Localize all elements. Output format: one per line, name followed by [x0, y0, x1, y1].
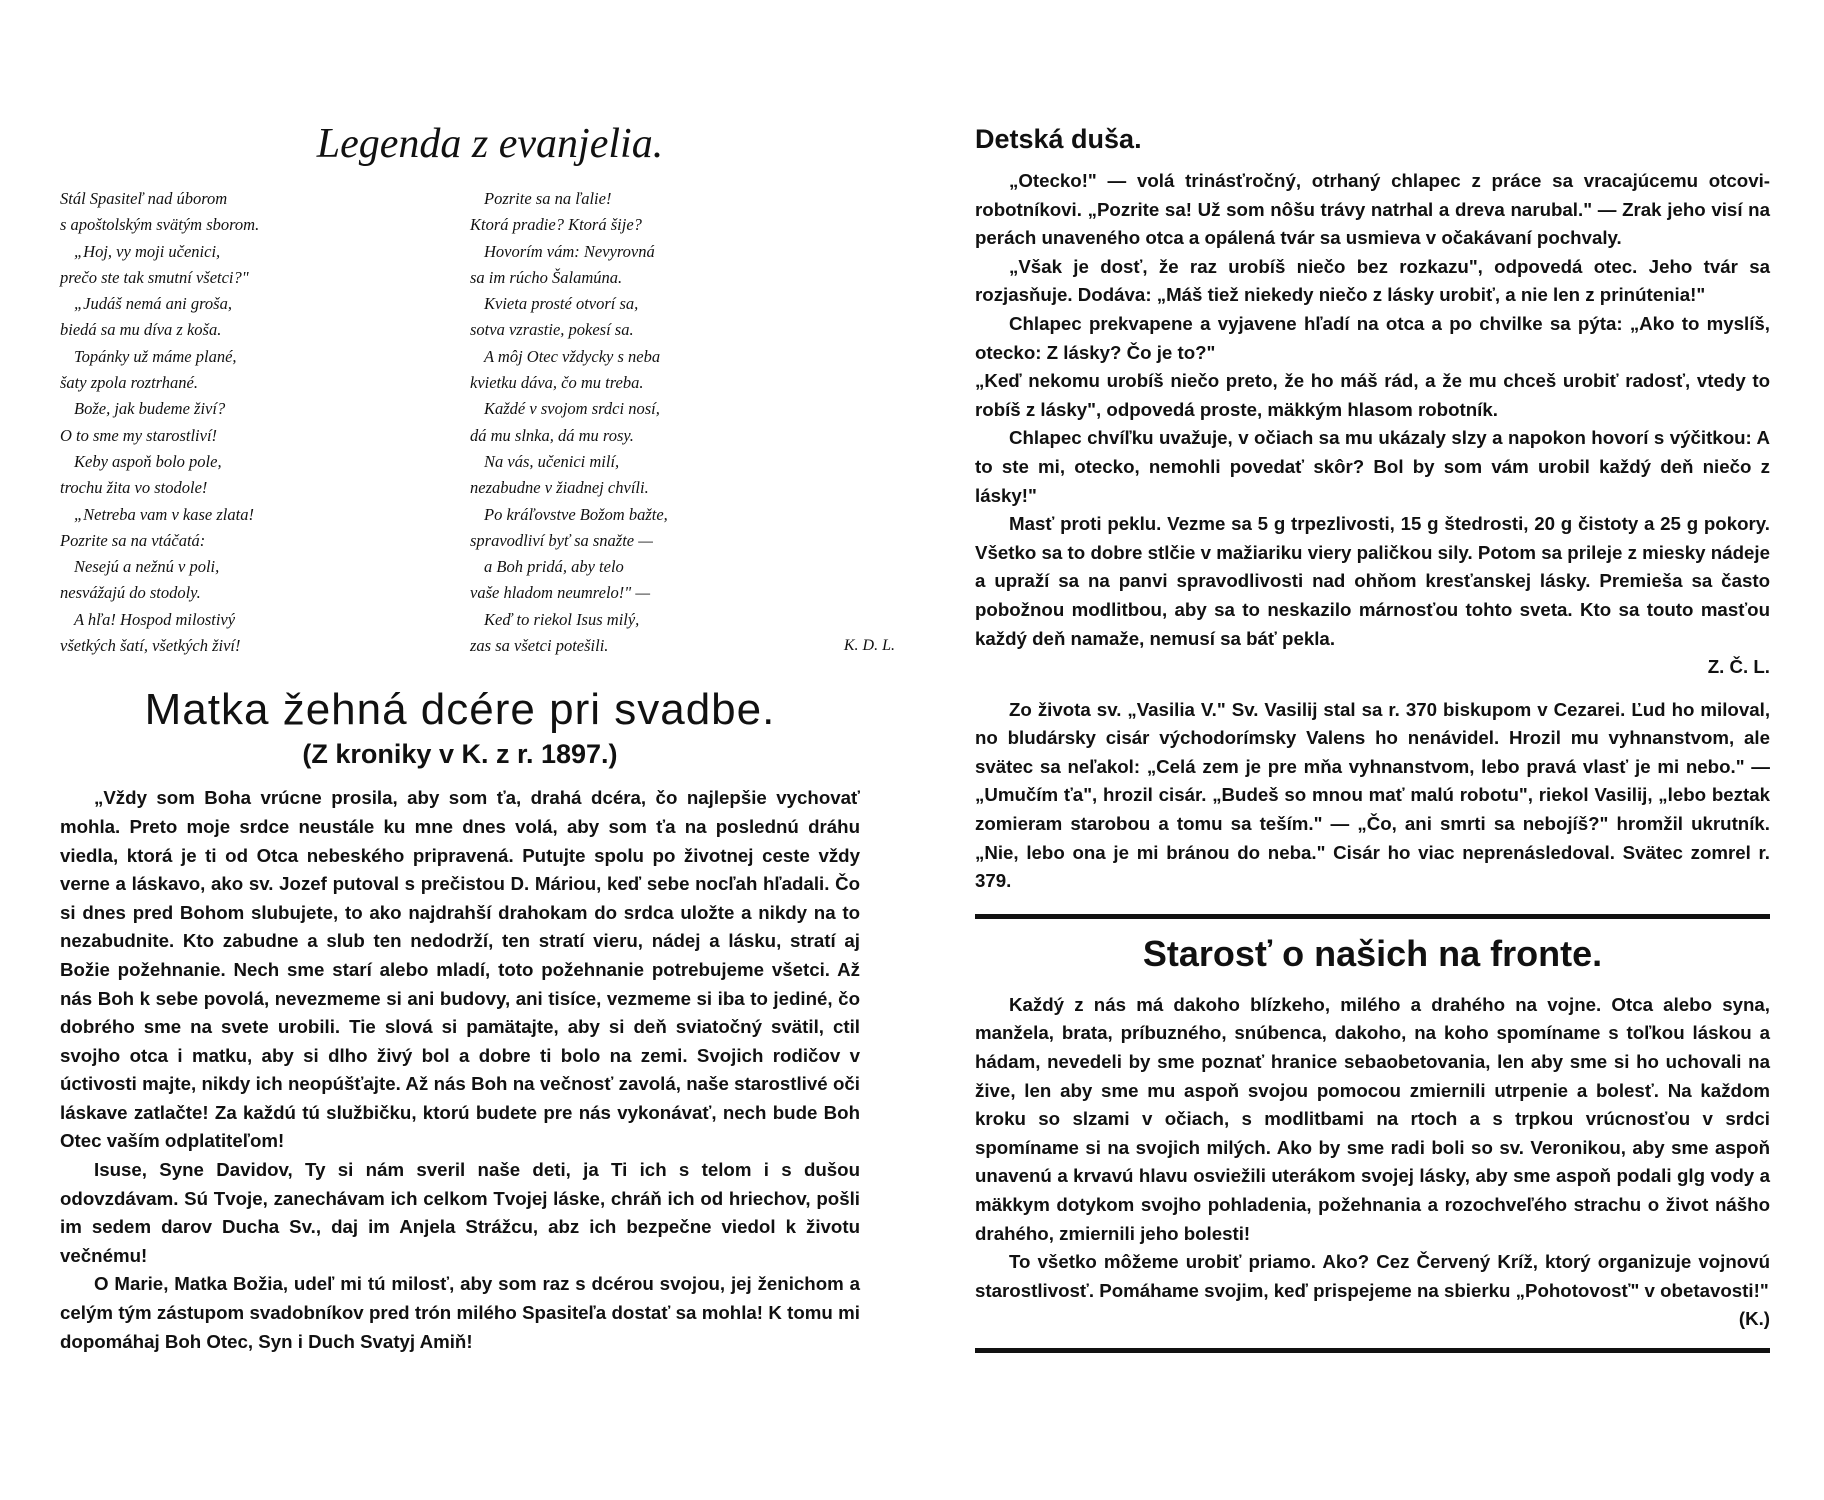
poem-line: Pozrite sa na ľalie! [484, 189, 612, 208]
poem-line: dá mu slnka, dá mu rosy. [470, 425, 634, 445]
poem-line: Keď to riekol Isus milý, [484, 609, 640, 629]
bottom-rule [975, 1348, 1770, 1353]
poem-line: „Hoj, vy moji učenici, [74, 241, 221, 261]
poem-line: Keby aspoň bolo pole, [74, 451, 222, 471]
legenda-poem [60, 186, 895, 659]
poem-line: Topánky už máme plané, [74, 346, 237, 366]
poem-line: spravodliví byť sa snažte — [470, 530, 653, 550]
poem-line: „Judáš nemá ani groša, [74, 294, 232, 314]
left-column [60, 110, 895, 1356]
poem-line: šaty zpola roztrhané. [60, 373, 198, 393]
poem-line: a Boh pridá, aby telo [484, 557, 624, 577]
poem-line: Kvieta prosté otvorí sa, [484, 294, 639, 314]
detska-body [975, 167, 1770, 896]
poem-line: A môj Otec vždycky s neba [484, 346, 661, 366]
vasilij-paragraph [975, 696, 1770, 896]
poem-line: Na vás, učenici milí, [484, 451, 620, 471]
paragraph: Chlapec chvíľku uvažuje, v očiach sa mu ukázaly slzy a napokon hovorí s výčitkou: A to ste mi, otecko, nemohli povedať skôr? Bol by som vám urobil každý deň niečo z lásky!" [975, 427, 1770, 506]
poem-line: Nesejú a nežnú v poli, [74, 557, 220, 577]
legenda-title: Legenda z evanjelia. [316, 121, 664, 167]
vasilij-title: Zo života sv. „Vasilia V." [1009, 698, 1226, 720]
poem-line: kvietku dáva, čo mu treba. [470, 373, 644, 393]
starost-signature-row [975, 1305, 1770, 1334]
mast-text: Vezme sa 5 g trpezlivosti, 15 g štedrosti, 20 g čistoty a 25 g pokory. Všetko sa to dobre stlčie v mažiariku viery paličkou sily. Potom sa prileje z miesky nádeje a upraží sa na panvi spravodlivosti nad ohňom kresťanskej lásky. Premieša sa často pobožnou modlitbou, aby sa to neskazilo márnosťou tohto sveta. Kto sa touto masťou každý deň namaže, nemusí sa báť pekla. [975, 513, 1770, 649]
matka-body [60, 784, 860, 1356]
poem-line: nezabudne v žiadnej chvíli. [470, 478, 649, 498]
mast-paragraph [975, 510, 1770, 653]
poem-line: Ktorá pradie? Ktorá šije? [470, 215, 642, 235]
poem-line: zas sa všetci potešili. [470, 636, 609, 656]
starost-body [975, 991, 1770, 1334]
poem-right-column [470, 186, 895, 659]
poem-line: biedá sa mu díva z koša. [60, 320, 222, 340]
right-column [975, 110, 1770, 1353]
paragraph: To všetko môžeme urobiť priamo. Ako? Cez Červený Kríž, ktorý organizuje vojnovú starostlivosť. Pomáhame svojim, keď prispejeme na sbierku „Pohotovosť" v obetavosti!" [975, 1251, 1770, 1301]
paragraph: „Otecko!" — volá trinásťročný, otrhaný chlapec z práce sa vracajúcemu otcovi-robotníkovi. „Pozrite sa! Už som nôšu trávy natrhal a dreva narubal." — Zrak jeho visí na perách unaveného otca a opálená tvár sa usmieva v očakávaní pochvaly. [975, 170, 1770, 249]
matka-title: Matka žehná dcére pri svadbe. [144, 685, 776, 735]
poem-line: Stál Spasiteľ nad úborom [60, 189, 228, 208]
paragraph: „Však je dosť, že raz urobíš niečo bez rozkazu", odpovedá otec. Jeho tvár sa rozjasňuje. Dodáva: „Máš tiež niekedy niečo z lásky urobiť, a nie len z prinútenia!" [975, 255, 1770, 306]
poem-line: „Netreba vam v kase zlata! [74, 504, 254, 524]
poem-line: sa im rúcho Šalamúna. [470, 267, 623, 287]
starost-title: Starosť o našich na fronte. [1142, 932, 1603, 974]
poem-line: Každé v svojom srdci nosí, [484, 399, 660, 419]
mast-title: Masť proti peklu. [1009, 513, 1162, 535]
starost-signature: (K.) [1738, 1308, 1770, 1330]
poem-line: A hľa! Hospod milostivý [74, 609, 236, 629]
paragraph: Každý z nás má dakoho blízkeho, milého a drahého na vojne. Otca alebo syna, manžela, brata, príbuzného, snúbenca, dakoho, na koho spomíname s toľkou láskou a hádam, nevedeli by sme poznať hranice sebaobetovania, len aby sme si ho uchovali na žive, len aby sme mu aspoň svojou pomocou zmiernili utrpenie a bolesť. Na každom kroku so slzami v očiach, s modlitbami na rtoch a s trpkou vrúcnosťou v srdci spomíname si na svojich milých. Ako by sme radi boli so sv. Veronikou, aby sme aspoň unavenú a krvavú hlavu osviežili uterákom svojej lásky, aby sme aspoň podali glg vody a mäkkym dotykom svojho pohladenia, požehnania a rozochveľého strachu o život nášho drahého, zmiernili jeho bolesti! [975, 993, 1770, 1244]
poem-line: vaše hladom neumrelo!" — [470, 583, 650, 603]
poem-line: sotva vzrastie, pokesí sa. [470, 320, 634, 340]
poem-line: nesvážajú do stodoly. [60, 583, 201, 603]
paragraph: O Marie, Matka Božia, udeľ mi tú milosť, aby som raz s dcérou svojou, jej ženichom a celým tým zástupom svadobníkov pred trón milého Spasiteľa dostať sa mohla! K tomu mi dopomáhaj Boh Otec, Syn i Duch Svatyj Amiň! [60, 1273, 860, 1352]
mast-signature: Z. Č. L. [1707, 656, 1770, 678]
poem-line: Bože, jak budeme živí? [74, 399, 226, 419]
paragraph: „Keď nekomu urobíš niečo preto, že ho máš rád, a že mu chceš urobiť radosť, vtedy to robíš z lásky", odpovedá proste, mäkkým hlasom robotník. [975, 370, 1770, 420]
poem-line: O to sme my starostliví! [60, 425, 218, 445]
poem-line: Pozrite sa na vtáčatá: [60, 530, 206, 550]
poem-line: trochu žita vo stodole! [60, 478, 208, 498]
poem-line: Po kráľovstve Božom bažte, [484, 504, 668, 524]
paragraph: Chlapec prekvapene a vyjavene hľadí na otca a po chvilke sa pýta: „Ako to myslíš, otecko: Z lásky? Čo je to?" [975, 312, 1770, 363]
vasilij-text: Sv. Vasilij stal sa r. 370 biskupom v Cezarei. Ľud ho miloval, no bludársky cisár východorímsky Valens ho nenávidel. Hrozil mu vyhnanstvom, ale svätec sa neľakol: „Celá zem je pre mňa vyhnanstvom, lebo pravá vlasť je mi nebo." — „Umučím ťa", hrozil cisár. „Budeš so mnou mať malú robotu", riekol Vasilij, „lebo beztak zomieram starobou a tomu sa teším." — „Čo, ani smrti sa nebojíš?" hromžil ukrutník. „Nie, lebo ona je mi bránou do neba." Cisár ho viac neprenásledoval. Svätec zomrel r. 379. [975, 698, 1771, 892]
poem-left-column [60, 186, 450, 659]
mast-signature-row [975, 653, 1770, 682]
paragraph: „Vždy som Boha vrúcne prosila, aby som ťa, drahá dcéra, čo najlepšie vychovať mohla. Preto moje srdce neustále ku mne dnes volá, aby som ťa na poslednú dráhu viedla, ktorá je ti od Otca nebeského pripravená. Putujte spolu po životnej ceste vždy verne a láskavo, ako sv. Jozef putoval s prečistou D. Máriou, keď sebe nocľah hľadali. Čo si dnes pred Bohom slubujete, to ako najdrahší drahokam do srdca uložte a nikdy na to nezabudnite. Kto zabudne a slub ten nedodrží, ten stratí vieru, nádej a lásku, stratí aj Božie požehnanie. Nech sme starí alebo mladí, toto požehnanie potrebujeme všetci. Až nás Boh k sebe povolá, nevezmeme si ani budovy, ani tisíce, vezmeme si iba to jediné, čo dobrého sme na svete urobili. Tie slová si pamätajte, aby si deň sviatočný svätil, ctil svojho otca i matku, aby si dlho živý bol a dobre ti bolo na zemi. Svojich rodičov v úctivosti majte, nikdy ich neopúšťajte. Až nás Boh na večnosť zavolá, naše starostlivé oči láskave zatlačte! Za každú tú službičku, ktorú budete pre nás vykonávať, nech bude Boh Otec vaším odplatiteľom! [60, 787, 860, 1152]
legenda-signature: K. D. L. [843, 637, 895, 655]
poem-line: prečo ste tak smutní všetci?" [60, 267, 249, 287]
divider-rule [975, 914, 1770, 919]
paragraph: Isuse, Syne Davidov, Ty si nám sveril naše deti, ja Ti ich s telom i s dušou odovzdávam. Sú Tvoje, zanechávam ich celkom Tvojej láske, chráň ich od hriechov, pošli im sedem darov Ducha Sv., daj im Anjela Strážcu, abz ich bezpečne viedol k životu večnému! [60, 1159, 860, 1266]
poem-line: všetkých šatí, všetkých živí! [60, 636, 241, 656]
detska-title: Detská duša. [975, 124, 1142, 154]
matka-subtitle: (Z kroniky v K. z r. 1897.) [302, 739, 618, 770]
poem-line: Hovorím vám: Nevyrovná [484, 241, 655, 261]
poem-line: s apoštolským svätým sborom. [60, 215, 260, 235]
